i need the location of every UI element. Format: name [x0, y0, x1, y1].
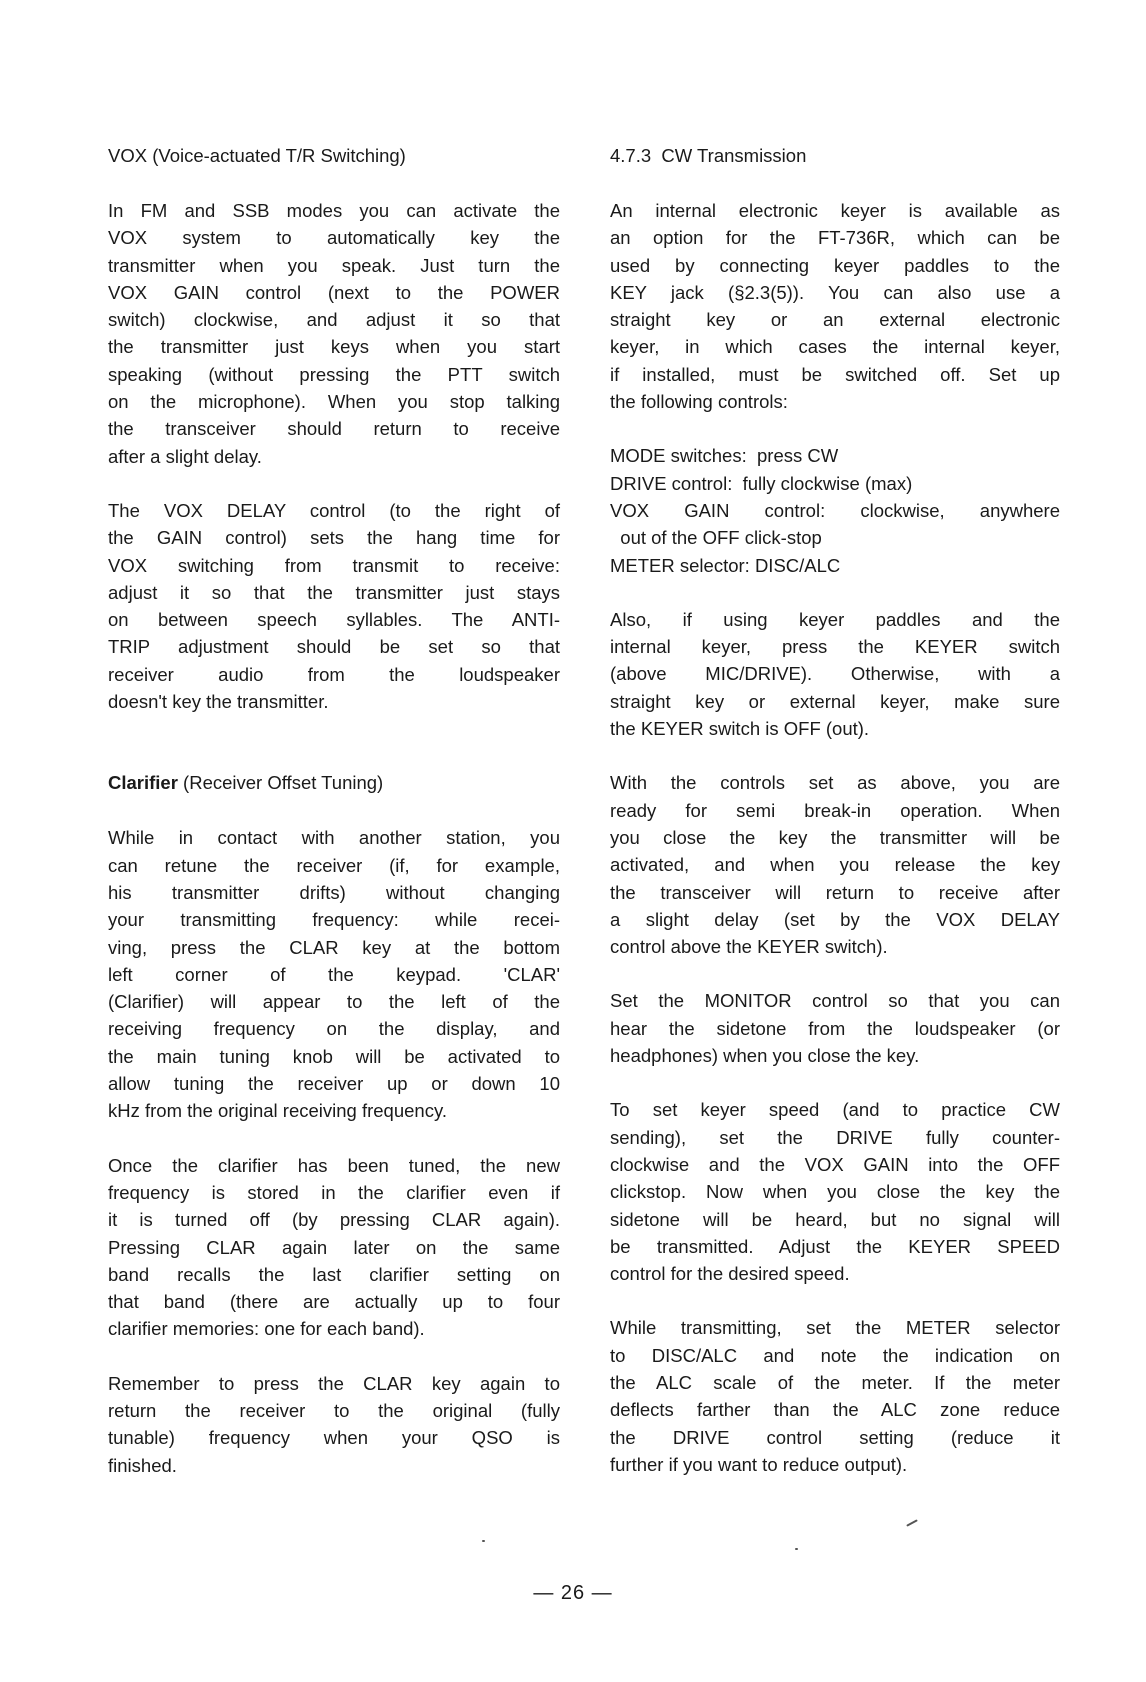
- text-line: if installed, must be switched off. Set up: [610, 363, 1060, 385]
- setting-drive: DRIVE control: fully clockwise (max): [610, 472, 913, 494]
- text-line: the ALC scale of the meter. If the meter: [610, 1371, 1060, 1393]
- left-column: [108, 142, 560, 1506]
- clarifier-heading: [108, 769, 560, 796]
- text-line: (above MIC/DRIVE). Otherwise, with a: [610, 663, 1060, 685]
- text-line: straight key or external keyer, make sure: [610, 690, 1060, 712]
- text-line: the KEYER switch is OFF (out).: [610, 718, 870, 740]
- text-line: clarifier memories: one for each band).: [108, 1318, 425, 1340]
- text-line: While in contact with another station, you: [108, 827, 560, 849]
- text-line: that band (there are actually up to four: [108, 1291, 560, 1313]
- vox-heading: VOX (Voice-actuated T/R Switching): [108, 145, 406, 166]
- text-line: In FM and SSB modes you can activate the: [108, 200, 560, 221]
- text-line: it is turned off (by pressing CLAR again).: [108, 1209, 560, 1231]
- text-line: VOX GAIN control (next to the POWER: [108, 281, 560, 303]
- text-line: sending), set the DRIVE fully counter-: [610, 1126, 1060, 1148]
- text-line: To set keyer speed (and to practice CW: [610, 1099, 1060, 1121]
- cw-paragraph-4: [610, 987, 1060, 1069]
- text-line: KEY jack (§2.3(5)). You can also use a: [610, 281, 1060, 303]
- clarifier-paragraph-2: [108, 1152, 560, 1343]
- text-line: finished.: [108, 1454, 177, 1476]
- text-line: further if you want to reduce output).: [610, 1453, 908, 1475]
- text-line: the following controls:: [610, 391, 788, 413]
- text-line: control for the desired speed.: [610, 1263, 850, 1285]
- cw-paragraph-5: [610, 1096, 1060, 1287]
- text-line: doesn't key the transmitter.: [108, 691, 329, 713]
- text-line: straight key or an external electronic: [610, 309, 1060, 331]
- text-line: Remember to press the CLAR key again to: [108, 1372, 560, 1394]
- text-line: allow tuning the receiver up or down 10: [108, 1073, 560, 1095]
- vox-paragraph-1: [108, 197, 560, 470]
- text-line: the transceiver will return to receive after: [610, 881, 1060, 903]
- text-line: hear the sidetone from the loudspeaker (or: [610, 1017, 1060, 1039]
- text-line: be transmitted. Adjust the KEYER SPEED: [610, 1235, 1060, 1257]
- text-line: a slight delay (set by the VOX DELAY: [610, 908, 1060, 930]
- text-line: clickstop. Now when you close the key the: [610, 1181, 1060, 1203]
- text-line: after a slight delay.: [108, 445, 262, 467]
- text-line: kHz from the original receiving frequency.: [108, 1100, 447, 1122]
- cw-paragraph-1: [610, 197, 1060, 415]
- text-line: adjust it so that the transmitter just stays: [108, 581, 560, 603]
- text-line: tunable) frequency when your QSO is: [108, 1427, 560, 1449]
- text-line: Set the MONITOR control so that you can: [610, 990, 1060, 1012]
- text-line: internal keyer, press the KEYER switch: [610, 636, 1060, 658]
- page-number: — 26 —: [533, 1582, 613, 1604]
- vox-paragraph-2: [108, 497, 560, 715]
- setting-mode: MODE switches: press CW: [610, 445, 839, 467]
- text-line: receiver audio from the loudspeaker: [108, 663, 560, 685]
- text-line: the GAIN control) sets the hang time for: [108, 527, 560, 549]
- scan-speck: [906, 1519, 918, 1526]
- cw-paragraph-3: [610, 769, 1060, 960]
- text-line: the main tuning knob will be activated to: [108, 1045, 560, 1067]
- text-line: control above the KEYER switch).: [610, 936, 888, 958]
- text-line: Also, if using keyer paddles and the: [610, 608, 1060, 630]
- text-line: on between speech syllables. The ANTI-: [108, 609, 560, 631]
- clarifier-heading-rest: (Receiver Offset Tuning): [177, 772, 384, 794]
- control-settings-list: [610, 442, 1060, 578]
- text-line: deflects farther than the ALC zone reduce: [610, 1399, 1060, 1421]
- text-line: VOX switching from transmit to receive:: [108, 554, 560, 576]
- text-line: (Clarifier) will appear to the left of the: [108, 991, 560, 1013]
- text-line: you close the key the transmitter will be: [610, 826, 1060, 848]
- right-column: [610, 142, 1060, 1505]
- cw-paragraph-2: [610, 606, 1060, 742]
- text-line: ready for semi break-in operation. When: [610, 799, 1060, 821]
- text-line: TRIP adjustment should be set so that: [108, 636, 560, 658]
- text-line: sidetone will be heard, but no signal will: [610, 1208, 1060, 1230]
- text-line: can retune the receiver (if, for example,: [108, 854, 560, 876]
- cw-transmission-heading: 4.7.3 CW Transmission: [610, 145, 807, 166]
- clarifier-paragraph-1: [108, 824, 560, 1124]
- clarifier-heading-bold: Clarifier: [108, 772, 178, 794]
- text-line: return the receiver to the original (fully: [108, 1399, 560, 1421]
- text-line: VOX system to automatically key the: [108, 227, 560, 249]
- text-line: the transmitter just keys when you start: [108, 336, 560, 358]
- scan-speck: [795, 1548, 798, 1550]
- text-line: speaking (without pressing the PTT switch: [108, 363, 560, 385]
- text-line: activated, and when you release the key: [610, 854, 1060, 876]
- text-line: receiving frequency on the display, and: [108, 1018, 560, 1040]
- text-line: on the microphone). When you stop talking: [108, 391, 560, 413]
- text-line: ving, press the CLAR key at the bottom: [108, 936, 560, 958]
- setting-meter: METER selector: DISC/ALC: [610, 554, 841, 576]
- text-line: the transceiver should return to receive: [108, 418, 560, 440]
- text-line: the DRIVE control setting (reduce it: [610, 1426, 1060, 1448]
- section-gap: [108, 742, 560, 769]
- text-line: your transmitting frequency: while recei-: [108, 909, 560, 931]
- scan-speck: [482, 1540, 485, 1542]
- setting-vox-gain-cont: out of the OFF click-stop: [610, 527, 822, 549]
- text-line: to DISC/ALC and note the indication on: [610, 1344, 1060, 1366]
- text-line: With the controls set as above, you are: [610, 772, 1060, 794]
- text-line: switch) clockwise, and adjust it so that: [108, 309, 560, 331]
- text-line: headphones) when you close the key.: [610, 1045, 920, 1067]
- text-line: keyer, in which cases the internal keyer,: [610, 336, 1060, 358]
- text-line: band recalls the last clarifier setting on: [108, 1263, 560, 1285]
- clarifier-paragraph-3: [108, 1370, 560, 1479]
- text-line: used by connecting keyer paddles to the: [610, 254, 1060, 276]
- text-line: The VOX DELAY control (to the right of: [108, 499, 560, 521]
- setting-vox-gain: VOX GAIN control: clockwise, anywhere: [610, 499, 1060, 521]
- text-line: transmitter when you speak. Just turn the: [108, 254, 560, 276]
- text-line: frequency is stored in the clarifier even if: [108, 1181, 560, 1203]
- text-line: an option for the FT-736R, which can be: [610, 227, 1060, 249]
- text-line: An internal electronic keyer is available as: [610, 200, 1060, 221]
- text-line: clockwise and the VOX GAIN into the OFF: [610, 1153, 1060, 1175]
- text-line: While transmitting, set the METER selector: [610, 1317, 1060, 1339]
- cw-paragraph-6: [610, 1314, 1060, 1478]
- text-line: Once the clarifier has been tuned, the new: [108, 1154, 560, 1176]
- text-line: left corner of the keypad. 'CLAR': [108, 963, 560, 985]
- text-line: Pressing CLAR again later on the same: [108, 1236, 560, 1258]
- text-line: his transmitter drifts) without changing: [108, 881, 560, 903]
